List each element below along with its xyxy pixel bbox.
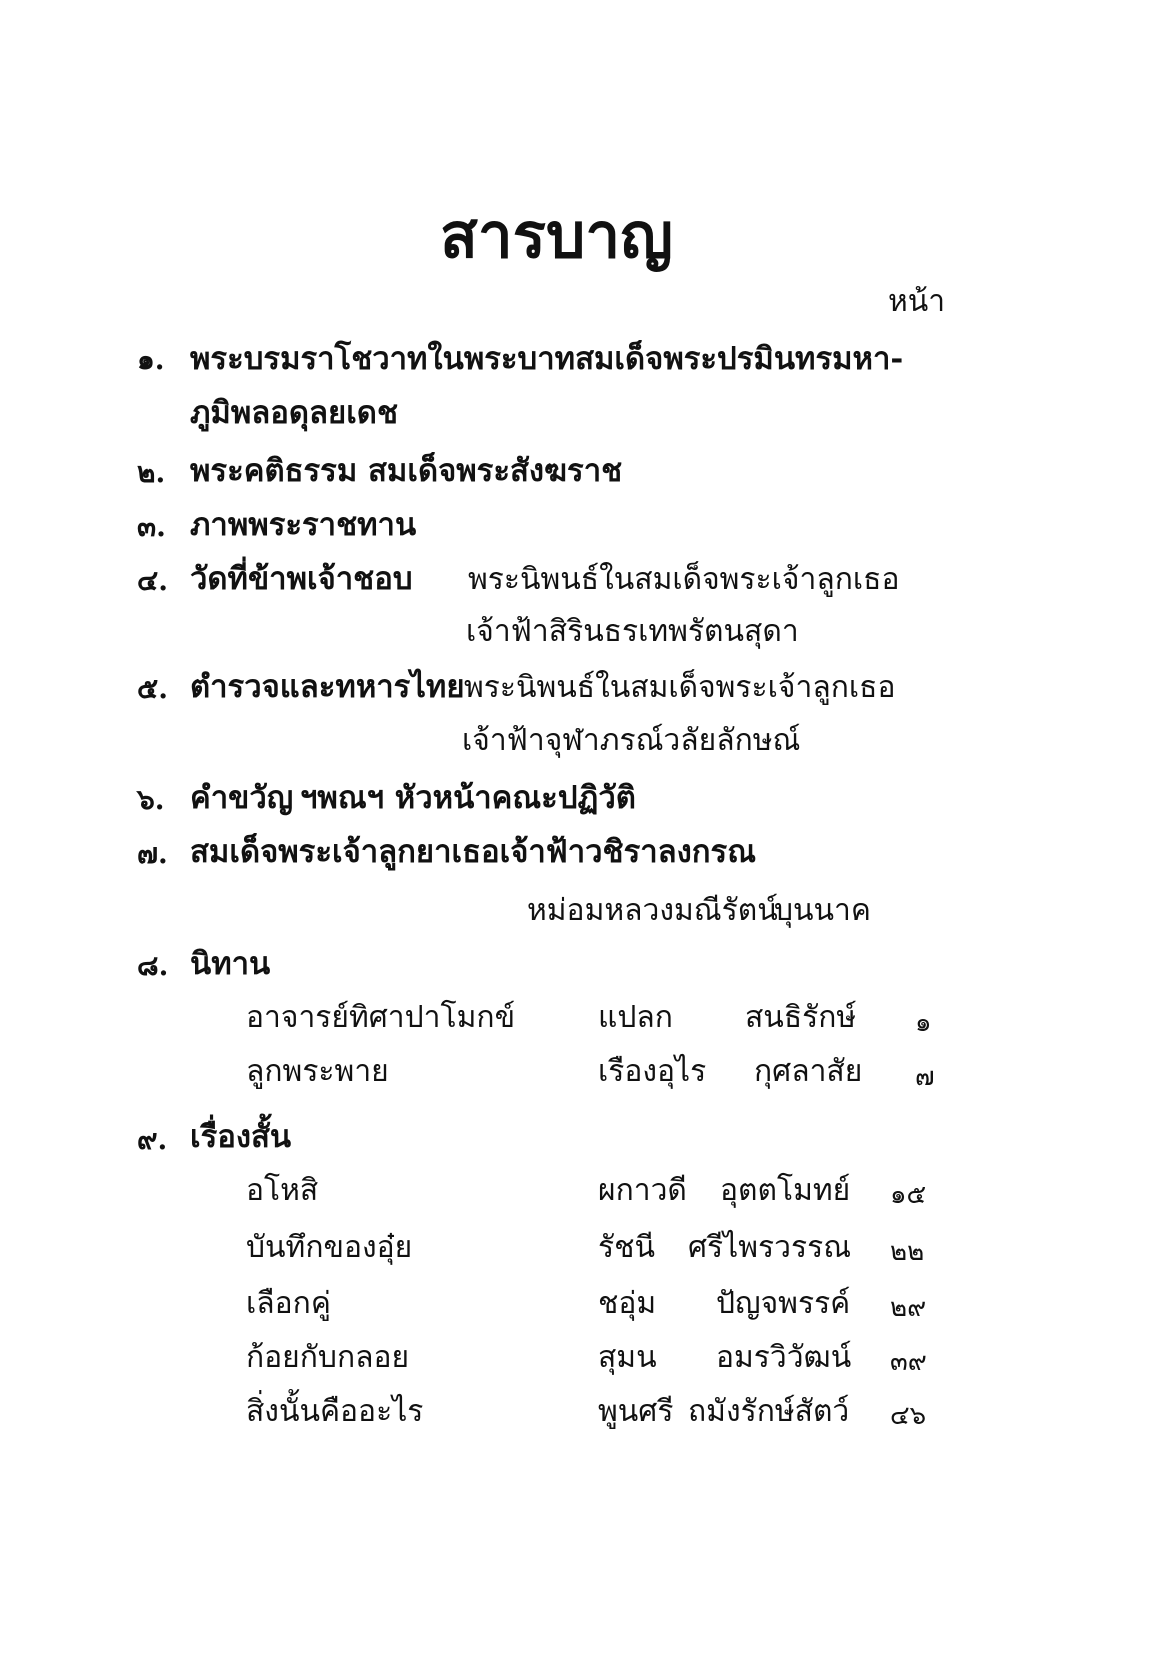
section-heading: คำขวัญ [190, 780, 294, 816]
entry-title: เลือกคู่ [246, 1286, 331, 1321]
entry-page-number: ๗ [915, 1062, 935, 1092]
entry-title: อโหสิ [246, 1173, 319, 1208]
section-heading: พระคติธรรม [190, 453, 358, 489]
section-heading-subject: สมเด็จพระสังฆราช [368, 453, 623, 489]
entry-page-number: ๒๒ [890, 1237, 925, 1267]
section-number: ๒. [137, 456, 166, 489]
section-author-first-name: หม่อมหลวงมณีรัตน์ [527, 893, 778, 928]
entry-author-first: ชอุ่ม [598, 1286, 657, 1321]
section-heading: พระบรมราโชวาทในพระบาทสมเด็จพระปรมินทรมหา- [190, 341, 904, 377]
entry-title: สิ่งนั้นคืออะไร [246, 1394, 424, 1429]
section-author: พระนิพนธ์ในสมเด็จพระเจ้าลูกเธอ [468, 562, 900, 597]
section-author-continued: เจ้าฟ้าสิรินธรเทพรัตนสุดา [466, 614, 799, 649]
entry-title: ก้อยกับกลอย [246, 1340, 410, 1375]
entry-title: อาจารย์ทิศาปาโมกข์ [246, 1000, 516, 1035]
entry-title: บันทึกของอุ๋ย [246, 1230, 413, 1265]
entry-author-last: อมรวิวัฒน์ [716, 1340, 852, 1375]
entry-author-first: ผกาวดี [598, 1173, 687, 1208]
section-number: ๔. [137, 564, 168, 597]
entry-page-number: ๓๙ [890, 1347, 927, 1377]
entry-page-number: ๑ [915, 1008, 932, 1038]
section-heading: สมเด็จพระเจ้าลูกยาเธอเจ้าฟ้าวชิราลงกรณ [190, 834, 756, 870]
entry-author-first: แปลก [598, 1000, 673, 1035]
entry-author-last: สนธิรักษ์ [745, 1000, 857, 1035]
entry-author-last: กุศลาสัย [754, 1054, 863, 1089]
section-heading: เรื่องสั้น [190, 1119, 292, 1155]
section-number: ๖. [137, 783, 165, 816]
section-number: ๓. [137, 510, 166, 543]
section-heading-subject: ฯพณฯ หัวหน้าคณะปฏิวัติ [300, 780, 636, 816]
section-author: พระนิพนธ์ในสมเด็จพระเจ้าลูกเธอ [464, 670, 896, 705]
section-heading: ตำรวจและทหารไทย [190, 669, 465, 705]
page-title: สารบาญ [440, 199, 673, 272]
entry-author-first: รัชนี [598, 1230, 655, 1265]
section-heading: นิทาน [190, 946, 271, 982]
section-heading-continued: ภูมิพลอดุลยเดช [190, 395, 398, 431]
section-author-continued: เจ้าฟ้าจุฬาภรณ์วลัยลักษณ์ [462, 723, 801, 758]
section-number: ๘. [137, 949, 169, 982]
section-number: ๑. [137, 343, 165, 376]
page-column-header: หน้า [888, 284, 946, 319]
entry-author-last: ถมังรักษ์สัตว์ [688, 1394, 850, 1429]
entry-author-last: ปัญจพรรค์ [716, 1286, 851, 1321]
entry-author-first: เรืองอุไร [598, 1054, 707, 1089]
entry-author-last: ศรีไพรวรรณ [688, 1230, 852, 1265]
entry-author-first: สุมน [598, 1340, 657, 1375]
entry-page-number: ๒๙ [890, 1293, 927, 1323]
entry-author-last: อุตตโมทย์ [720, 1173, 851, 1208]
section-number: ๕. [137, 672, 168, 705]
section-heading: ภาพพระราชทาน [190, 507, 417, 543]
section-number: ๙. [137, 1123, 168, 1156]
entry-page-number: ๔๖ [890, 1401, 927, 1431]
entry-page-number: ๑๕ [890, 1180, 927, 1210]
entry-author-first: พูนศรี [598, 1394, 674, 1429]
section-number: ๗. [137, 837, 168, 870]
section-heading: วัดที่ข้าพเจ้าชอบ [190, 561, 413, 597]
section-author-last-name: บุนนาค [774, 893, 871, 928]
entry-title: ลูกพระพาย [246, 1054, 389, 1089]
